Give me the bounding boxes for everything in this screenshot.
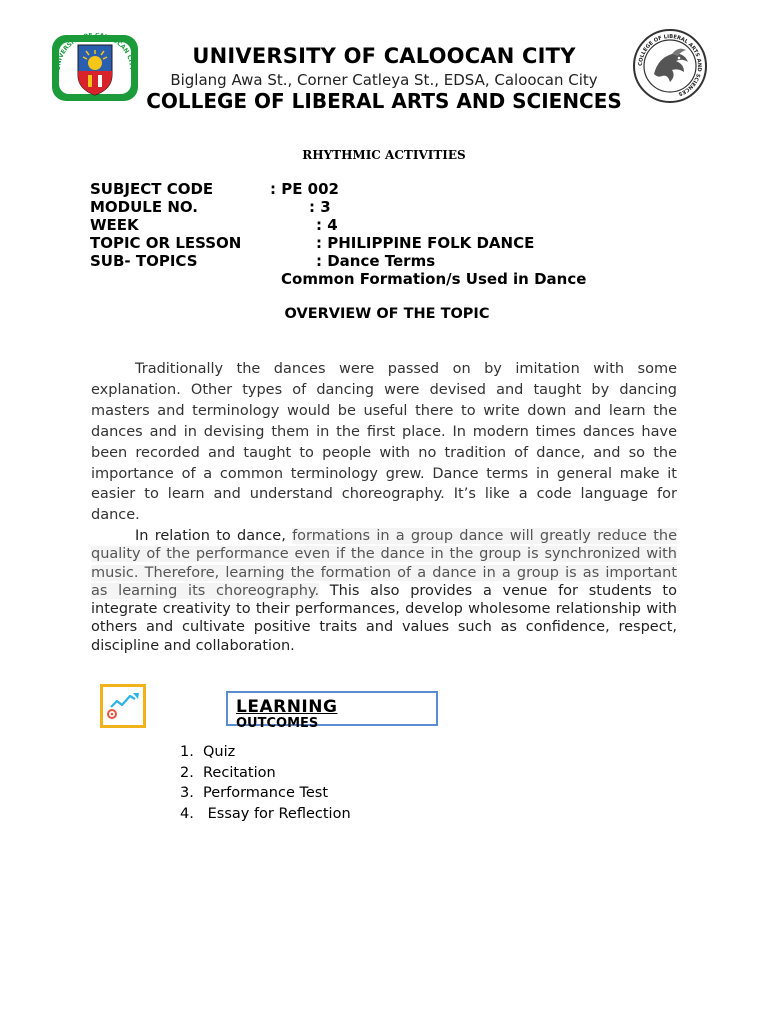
overview-heading: OVERVIEW OF THE TOPIC	[284, 306, 490, 322]
university-name: UNIVERSITY OF CALOOCAN CITY	[192, 44, 576, 68]
info-value: : 3	[309, 198, 331, 216]
learning-outcomes-label-box	[226, 691, 438, 731]
info-label: TOPIC OR LESSON	[90, 234, 242, 252]
clipped-heading-text	[236, 716, 346, 731]
paragraph-highlight: formations in a group dance will greatly reduce the quality of the performance even if the dance in the group is synchronized with music. Therefore, learning the formation of a dance in a group is as important as learning its choreography.	[91, 528, 678, 599]
clipped-text: OUTCOMES	[236, 716, 319, 731]
college-name: COLLEGE OF LIBERAL ARTS AND SCIENCES	[146, 89, 622, 113]
outcomes-list	[180, 742, 351, 825]
document-title: RHYTHMIC ACTIVITIES	[302, 148, 466, 162]
info-value: : PHILIPPINE FOLK DANCE	[316, 234, 535, 252]
info-label: SUBJECT CODE	[90, 180, 214, 198]
info-value: : 4	[316, 216, 338, 234]
info-value: : Dance Terms	[316, 252, 436, 270]
item-text: Performance Test	[203, 785, 329, 802]
item-number: 1.	[180, 744, 194, 760]
svg-text:UNIVERSITY OF CALOOCAN CITY: UNIVERSITY OF CALOOCAN CITY	[54, 33, 136, 71]
info-value: Common Formation/s Used in Dance	[281, 270, 587, 288]
paragraph-text: Traditionally the dances were passed on by imitation with some explanation. Other types of dancing were devised and taught by dancing masters and terminology would be useful there to write down and learn the dances and in devising them in the first place. In modern times dances have been recorded and taught to people with no tradition of dance, and so the importance of a common terminology grew. Dance terms in general make it easier to learn and understand choreography. It’s like a code language for dance.	[91, 361, 677, 524]
info-label: WEEK	[90, 216, 139, 234]
item-number: 2.	[180, 764, 194, 781]
svg-text:COLLEGE OF LIBERAL ARTS AND SC: COLLEGE OF LIBERAL ARTS AND SCIENCES	[637, 33, 703, 97]
item-number: 4.	[180, 806, 194, 823]
formation-paragraph	[91, 527, 677, 655]
info-value: : PE 002	[270, 180, 339, 198]
paragraph-lead: In relation to dance,	[135, 528, 293, 544]
university-address: Biglang Awa St., Corner Catleya St., EDSA, Caloocan City	[170, 71, 598, 89]
item-number: 3.	[180, 785, 194, 802]
growth-chart-icon	[100, 684, 146, 728]
list-item	[180, 783, 351, 804]
list-item	[180, 742, 351, 763]
item-text: Quiz	[203, 744, 236, 760]
info-label: MODULE NO.	[90, 198, 199, 216]
paragraph-tail: This also provides a venue for students to integrate creativity to their performances, develop wholesome relationship with others and cultivate positive traits and values such as confidence, respect, discipline and collaboration.	[91, 582, 677, 654]
item-text: Essay for Reflection	[203, 806, 351, 823]
info-label: SUB- TOPICS	[90, 252, 198, 270]
list-item	[180, 804, 351, 825]
overview-paragraph	[91, 359, 677, 526]
list-item	[180, 763, 351, 784]
learning-outcomes-label: LEARNING	[236, 697, 338, 717]
item-text: Recitation	[203, 764, 276, 781]
